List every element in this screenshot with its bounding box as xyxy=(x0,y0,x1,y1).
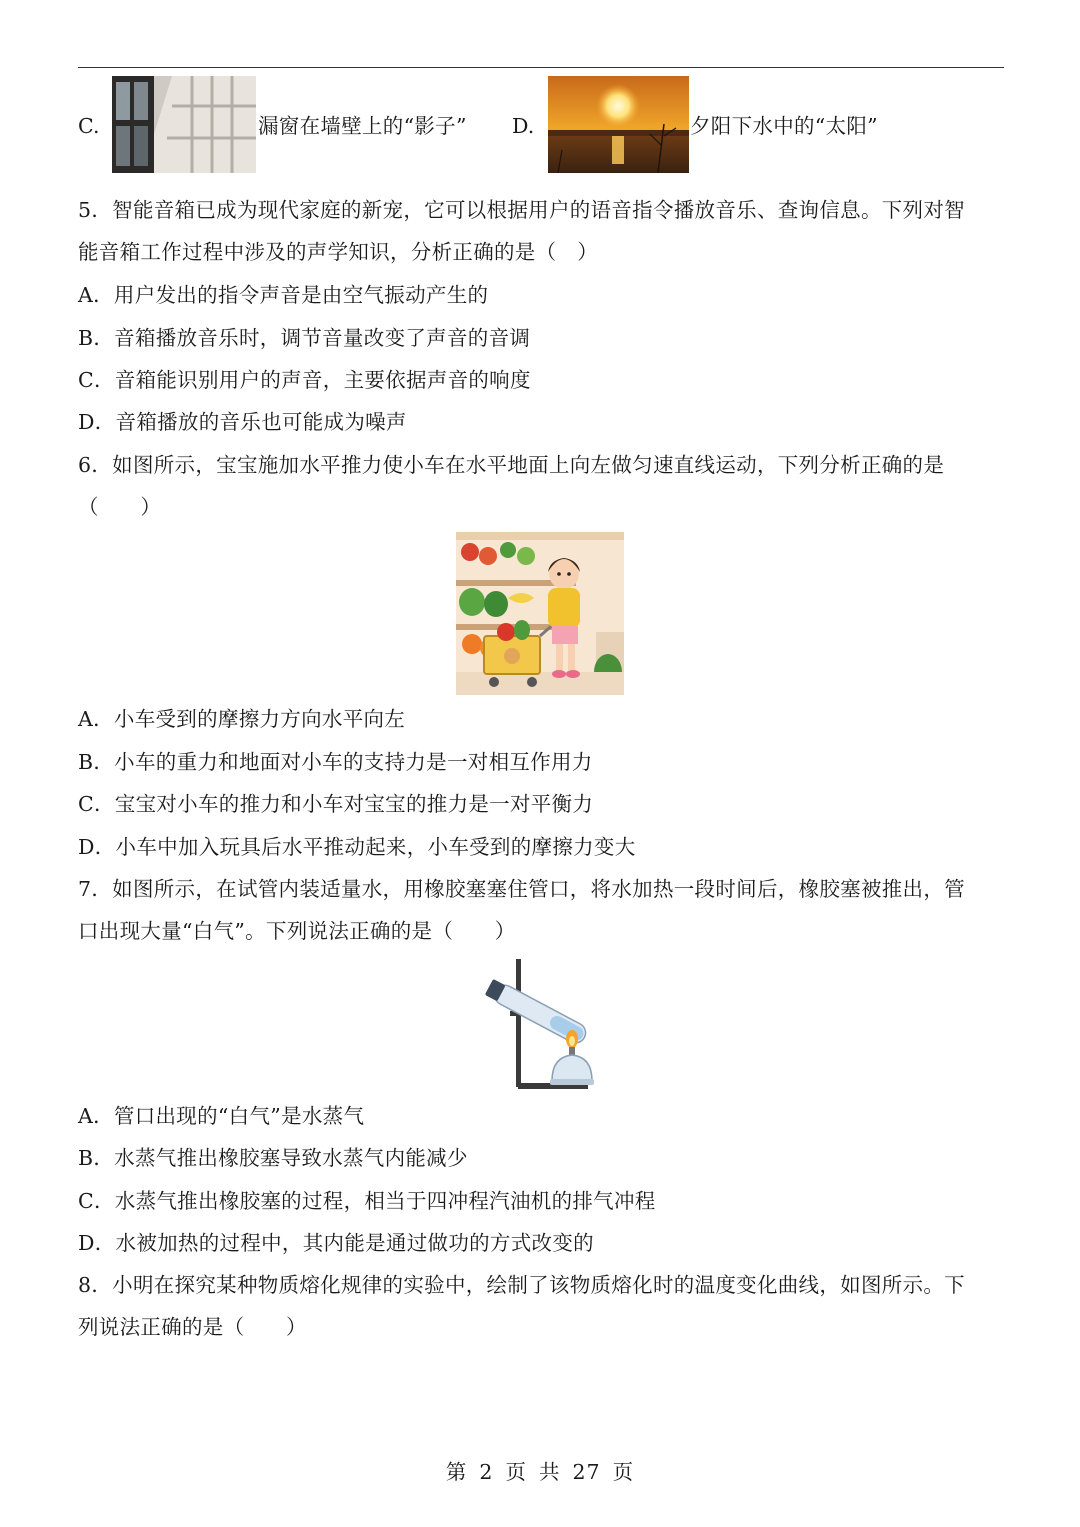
q5-stem-line2: 能音箱工作过程中涉及的声学知识，分析正确的是（ ） xyxy=(78,240,598,264)
q7-stem-line2: 口出现大量“白气”。下列说法正确的是（ ） xyxy=(78,919,516,943)
q5-option-c: C．音箱能识别用户的声音，主要依据声音的响度 xyxy=(78,368,531,392)
footer-ye: 页 xyxy=(505,1460,527,1484)
header-rule xyxy=(78,67,1004,68)
option-c-text: 漏窗在墙壁上的“影子” xyxy=(258,114,467,138)
q6-option-c: C．宝宝对小车的推力和小车对宝宝的推力是一对平衡力 xyxy=(78,792,594,816)
q6-option-a: A．小车受到的摩擦力方向水平向左 xyxy=(78,707,406,731)
q8-stem-line2: 列说法正确的是（ ） xyxy=(78,1315,307,1339)
q6-stem-line1: 6．如图所示，宝宝施加水平推力使小车在水平地面上向左做匀速直线运动，下列分析正确的是 xyxy=(78,453,945,477)
q7-stem-line1: 7．如图所示，在试管内装适量水，用橡胶塞塞住管口，将水加热一段时间后，橡胶塞被推出，管 xyxy=(78,877,965,901)
footer-di: 第 xyxy=(445,1460,468,1484)
footer-ye2: 页 xyxy=(612,1460,635,1484)
page-footer xyxy=(0,1458,1080,1486)
option-d-text: 夕阳下水中的“太阳” xyxy=(690,114,878,138)
option-c-letter: C. xyxy=(78,114,100,138)
footer-total-pages: 27 xyxy=(572,1460,601,1484)
q6-option-b: B．小车的重力和地面对小车的支持力是一对相互作用力 xyxy=(78,750,593,774)
q5-option-b: B．音箱播放音乐时，调节音量改变了声音的音调 xyxy=(78,326,531,350)
sunset-water-image xyxy=(548,76,689,173)
footer-page-number: 2 xyxy=(479,1460,494,1484)
q6-stem-line2: （ ） xyxy=(78,495,162,519)
child-pushing-cart-illustration xyxy=(456,532,624,695)
footer-gong: 共 xyxy=(538,1460,561,1484)
option-d-letter: D. xyxy=(512,114,535,138)
q5-option-d: D．音箱播放的音乐也可能成为噪声 xyxy=(78,410,407,434)
q7-option-d: D．水被加热的过程中，其内能是通过做功的方式改变的 xyxy=(78,1231,594,1255)
q7-option-a: A．管口出现的“白气”是水蒸气 xyxy=(78,1104,365,1128)
q5-option-a: A．用户发出的指令声音是由空气振动产生的 xyxy=(78,283,489,307)
q7-option-b: B．水蒸气推出橡胶塞导致水蒸气内能减少 xyxy=(78,1146,468,1170)
window-shadow-image xyxy=(112,76,256,173)
q6-option-d: D．小车中加入玩具后水平推动起来，小车受到的摩擦力变大 xyxy=(78,835,636,859)
q8-stem-line1: 8．小明在探究某种物质熔化规律的实验中，绘制了该物质熔化时的温度变化曲线，如图所示。下 xyxy=(78,1273,965,1297)
test-tube-heating-apparatus xyxy=(480,955,600,1091)
q5-stem-line1: 5．智能音箱已成为现代家庭的新宠，它可以根据用户的语音指令播放音乐、查询信息。下列对智 xyxy=(78,198,965,222)
q7-option-c: C．水蒸气推出橡胶塞的过程，相当于四冲程汽油机的排气冲程 xyxy=(78,1189,656,1213)
